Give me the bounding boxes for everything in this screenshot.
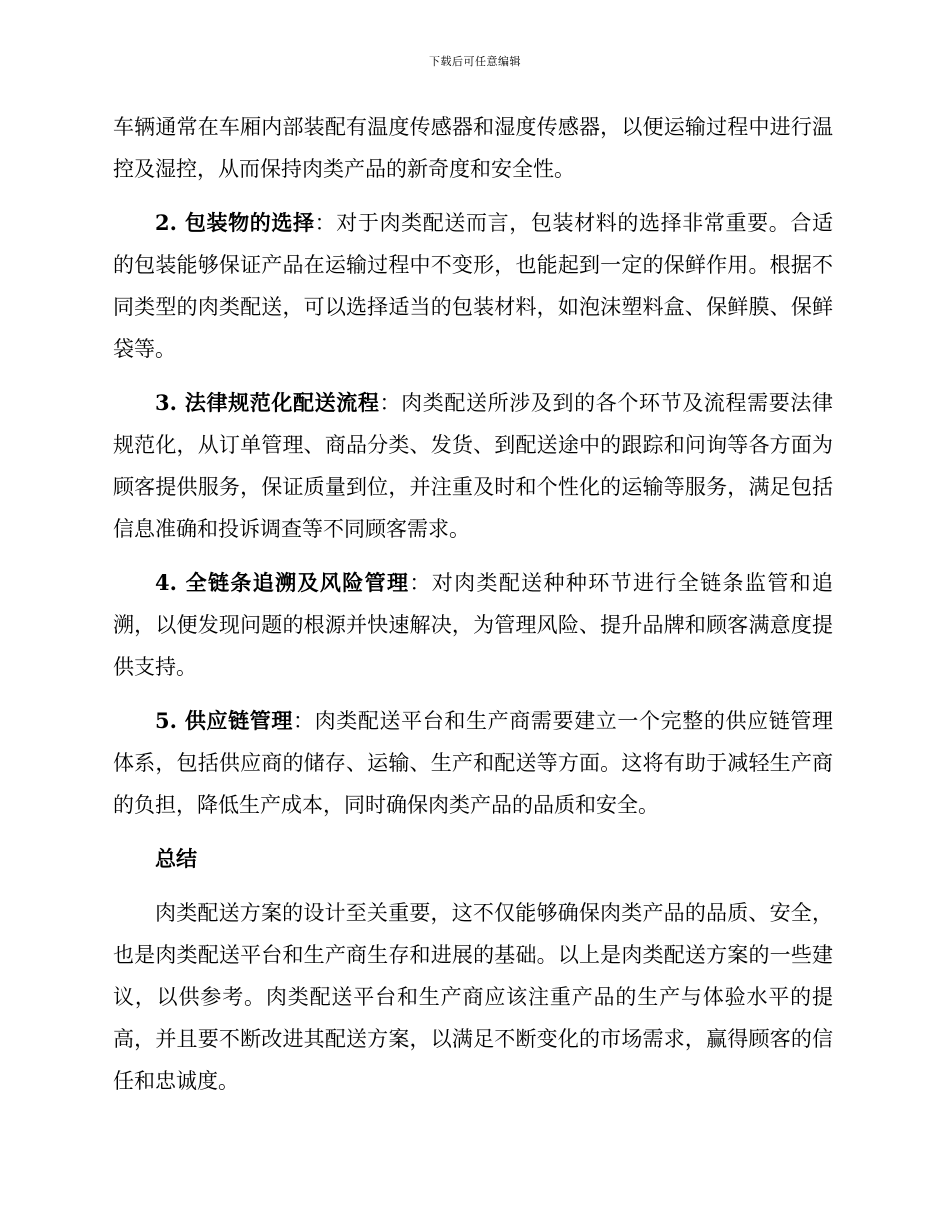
item-4-title: 4. 全链条追溯及风险管理 [155,570,410,595]
item-3-paragraph [113,382,833,550]
item-5-body: ：肉类配送平台和生产商需要建立一个完整的供应链管理体系，包括供应商的储存、运输、生产和配送等方面。这将有助于减轻生产商的负担，降低生产成本，同时确保肉类产品的品质和安全。 [113,709,834,817]
item-5-paragraph [113,700,833,826]
page-header: 下载后可任意编辑 [429,55,521,68]
item-5-title: 5. 供应链管理 [155,708,293,733]
item-2-body: ：对于肉类配送而言，包装材料的选择非常重要。合适的包装能够保证产品在运输过程中不变形，也能起到一定的保鲜作用。根据不同类型的肉类配送，可以选择适当的包装材料，如泡沫塑料盒、保鲜膜、保鲜袋等。 [113,211,834,361]
item-2-title: 2. 包装物的选择 [155,210,315,235]
intro-continuation-paragraph: 车辆通常在车厢内部装配有温度传感器和湿度传感器，以便运输过程中进行温控及湿控，从而保持肉类产品的新奇度和安全性。 [113,115,833,181]
document-body [113,106,833,1114]
item-4-paragraph [113,562,833,688]
item-2-paragraph [113,202,833,370]
summary-heading: 总结 [155,846,197,871]
item-3-body: ：肉类配送所涉及到的各个环节及流程需要法律规范化，从订单管理、商品分类、发货、到配送途中的跟踪和问询等各方面为顾客提供服务，保证质量到位，并注重及时和个性化的运输等服务，满足包括信息准确和投诉调查等不同顾客需求。 [113,391,834,541]
item-4-body: ：对肉类配送种种环节进行全链条监管和追溯，以便发现问题的根源并快速解决，为管理风险、提升品牌和顾客满意度提供支持。 [113,571,834,679]
summary-paragraph: 肉类配送方案的设计至关重要，这不仅能够确保肉类产品的品质、安全，也是肉类配送平台和生产商生存和进展的基础。以上是肉类配送方案的一些建议，以供参考。肉类配送平台和生产商应该注重产品的生产与体验水平的提高，并且要不断改进其配送方案，以满足不断变化的市场需求，赢得顾客的信任和忠诚度。 [113,901,833,1093]
item-3-title: 3. 法律规范化配送流程 [155,390,380,415]
